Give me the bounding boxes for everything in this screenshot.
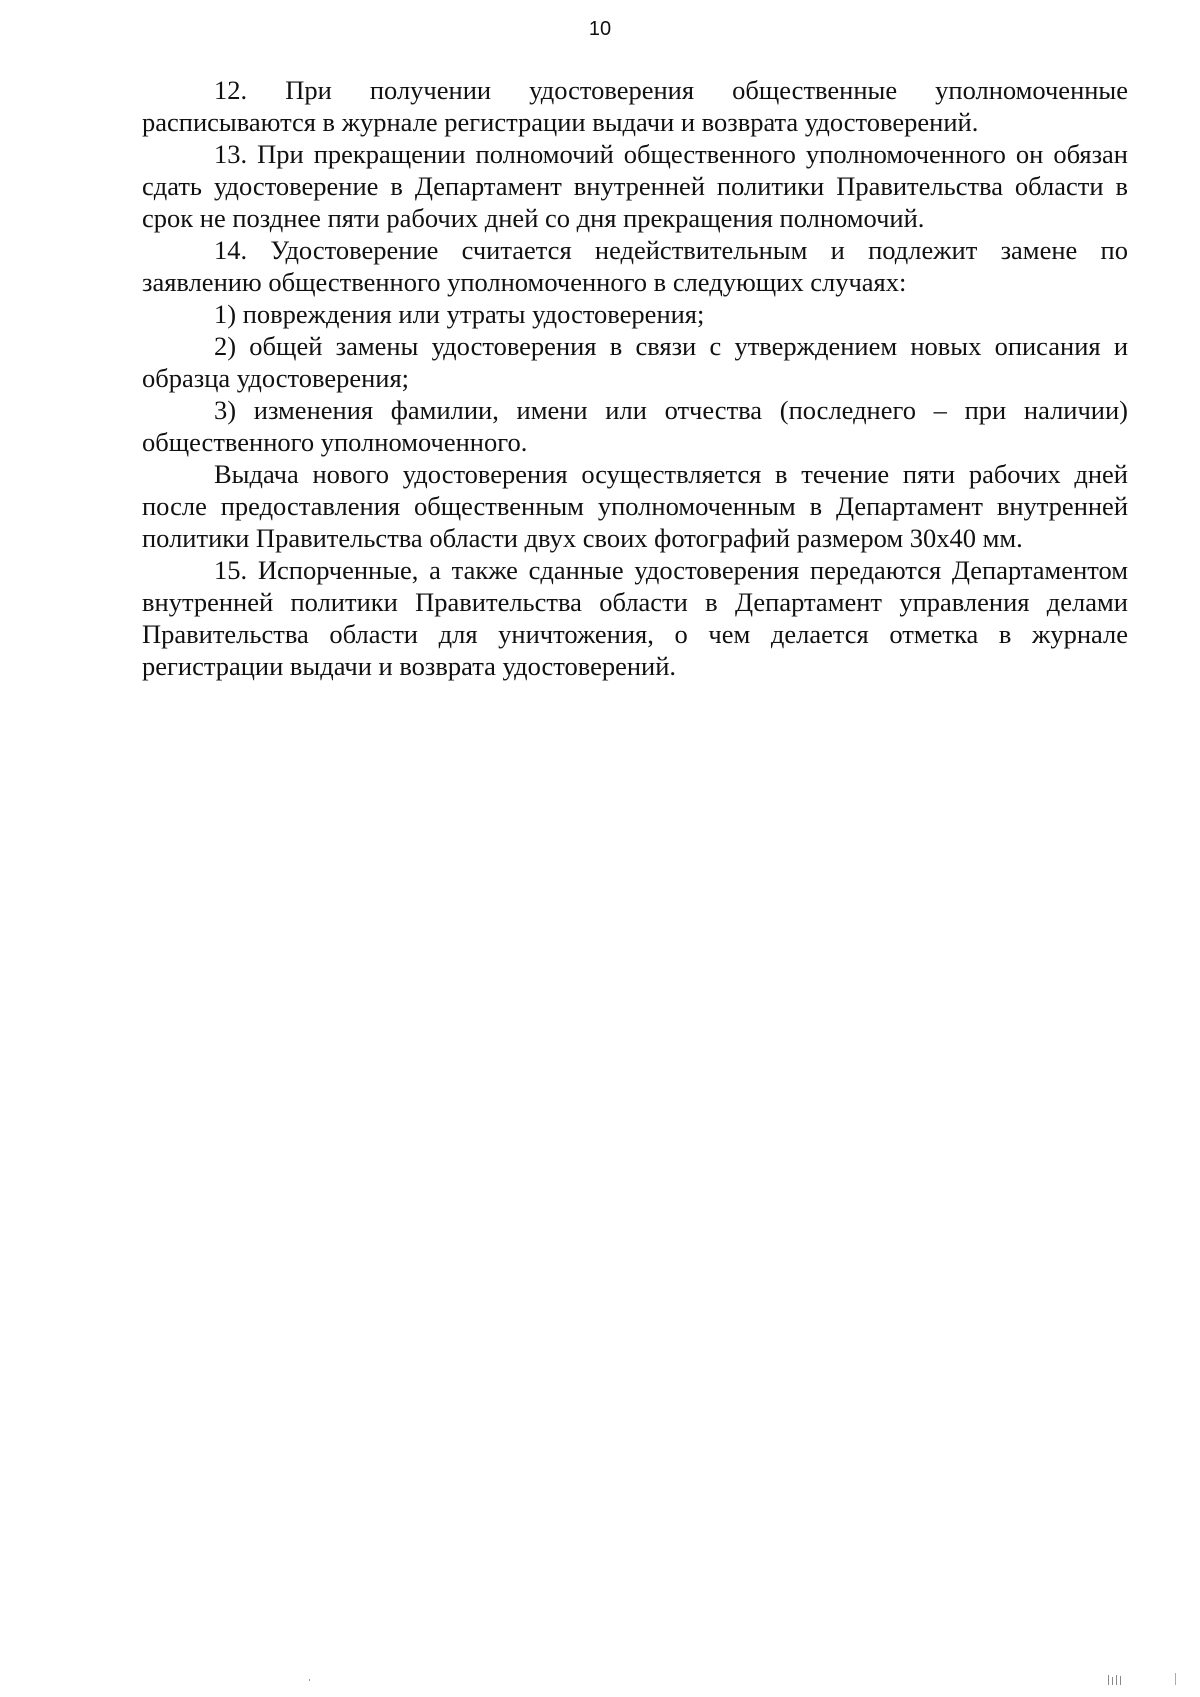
list-item-3: 3) изменения фамилии, имени или отчества (последнего – при наличии) общественного уполномоченного. [142, 395, 1128, 457]
page-number: 10 [588, 18, 612, 40]
list-item-1: 1) повреждения или утраты удостоверения; [214, 299, 705, 329]
paragraph-12: 12. При получении удостоверения общественные уполномоченные расписываются в журнале регистрации выдачи и возврата удостоверений. [142, 75, 1128, 137]
paragraph-14: 14. Удостоверение считается недействительным и подлежит замене по заявлению общественного уполномоченного в следующих случаях: [142, 235, 1128, 297]
paragraph-replacement: Выдача нового удостоверения осуществляется в течение пяти рабочих дней после предоставления общественным уполномоченным в Департамент внутренней политики Правительства области двух своих фотографий размером 30х40 мм. [142, 459, 1128, 553]
paragraph-15: 15. Испорченные, а также сданные удостоверения передаются Департаментом внутренней политики Правительства области в Департамент управления делами Правительства области для уничтожения, о чем делается отметка в журнале регистрации выдачи и возврата удостоверений. [142, 555, 1128, 681]
scan-artifacts [0, 1667, 1200, 1697]
paragraph-13: 13. При прекращении полномочий общественного уполномоченного он обязан сдать удостоверение в Департамент внутренней политики Правительства области в срок не позднее пяти рабочих дней со дня прекращения полномочий. [142, 139, 1128, 233]
document-body [142, 74, 1128, 682]
list-item-2: 2) общей замены удостоверения в связи с утверждением новых описания и образца удостоверения; [142, 331, 1128, 393]
